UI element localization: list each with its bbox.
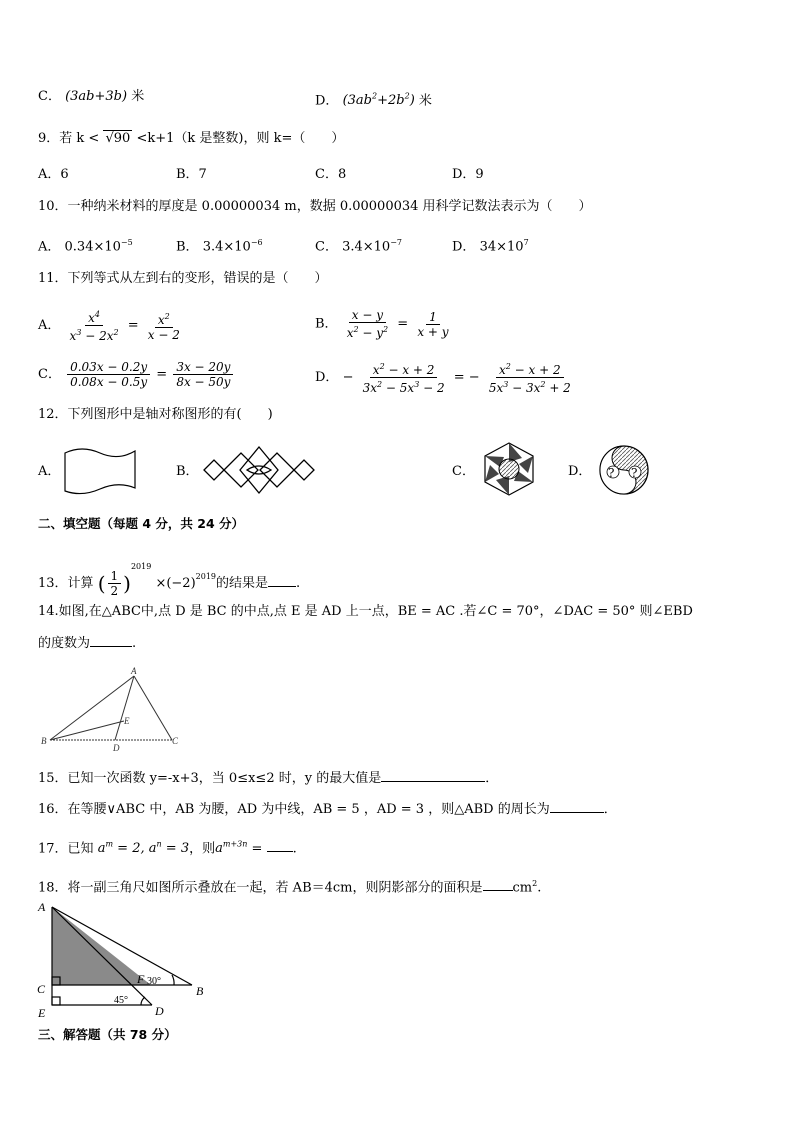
q9-option-c: C．8 bbox=[315, 167, 347, 182]
q18-label-b: B bbox=[196, 984, 204, 998]
q18-triangle-rulers-figure bbox=[34, 895, 224, 1025]
q14-label-c: C bbox=[172, 736, 179, 746]
q11-stem: 11．下列等式从左到右的变形，错误的是（ ） bbox=[38, 271, 328, 286]
q12-label-a: A． bbox=[38, 464, 61, 479]
q8-c-expression: (3ab+3b) bbox=[65, 89, 128, 104]
q14-label-d: D bbox=[113, 743, 120, 753]
q8-option-d: D． $(3ab^2+2b^2)$ 米 bbox=[315, 92, 432, 109]
q18-label-f: F bbox=[137, 972, 145, 986]
q11-option-b: B． $\frac{x - y}{x^2 - y^2}$ = $\frac{1}{x + y}$ bbox=[315, 308, 449, 340]
q9-stem: 9．若 k < √90 <k+1（k 是整数)，则 k=（ ） bbox=[38, 131, 345, 146]
q14-triangle-figure bbox=[38, 664, 188, 754]
q14-label-e: E bbox=[124, 716, 130, 726]
q18-label-c: C bbox=[37, 982, 46, 996]
q12-d-question-left: ? bbox=[608, 466, 615, 480]
q8-option-c: C． (3ab+3b) 米 bbox=[38, 89, 145, 104]
q13-text: 13．计算 ( $\frac{1}{2}$ )$^{2019} \times(-2)^{2019}$的结果是 . bbox=[38, 562, 301, 598]
q14-label-a: A bbox=[131, 666, 137, 676]
q14-line1: 14.如图,在△ABC中,点 D 是 BC 的中点,点 E 是 AD 上一点，BE = AC .若∠C = 70°，∠DAC = 50° 则∠EBD bbox=[38, 604, 693, 619]
q18-label-d: D bbox=[155, 1004, 164, 1018]
section-2-title: 二、填空题（每题 4 分，共 24 分） bbox=[38, 516, 245, 531]
q11-option-a: A． $\frac{x^4}{x^3 - 2x^2}$ = $\frac{x^2}{x - 2}$ bbox=[38, 310, 180, 343]
q10-option-b: B． $3.4\times 10^{-6}$ bbox=[176, 238, 263, 255]
q17-text: 17．已知 $a^m = 2$, $a^n = 3$，则$a^{m+3n}$ = . bbox=[38, 840, 297, 857]
q9-option-a: A．6 bbox=[38, 167, 69, 182]
q14-line2: 的度数为 . bbox=[38, 636, 137, 651]
q18-text: 18．将一副三角尺如图所示叠放在一起，若 AB＝4cm，则阴影部分的面积是 $cm^2$. bbox=[38, 879, 542, 896]
q15-text: 15．已知一次函数 y=-x+3，当 0≤x≤2 时，y 的最大值是 ． bbox=[38, 771, 499, 786]
q10-option-a: A． $0.34\times 10^{-5}$ bbox=[38, 238, 133, 255]
q18-angle-30: 30° bbox=[147, 976, 161, 987]
q18-label-e: E bbox=[38, 1006, 46, 1020]
q18-angle-45: 45° bbox=[114, 995, 128, 1006]
q12-figure-c-hexagon-pinwheel bbox=[478, 440, 540, 498]
q12-label-b: B． bbox=[176, 464, 199, 479]
section-3-title: 三、解答题（共 78 分） bbox=[38, 1027, 177, 1042]
q11-option-d: D． − $\frac{x^2 - x + 2}{3x^2 - 5x^3 - 2}$ = − $\frac{x^2 - x + 2}{5x^3 - 3x^2 + 2}$ bbox=[315, 362, 571, 395]
q10-option-d: D． $34\times 10^7$ bbox=[452, 238, 529, 255]
q12-d-question-right: ? bbox=[631, 466, 638, 480]
q11-option-c: C． $\frac{0.03x - 0.2y}{0.08x - 0.5y}$ = $\frac{3x - 20y}{8x - 50y}$ bbox=[38, 360, 235, 389]
q9-option-d: D．9 bbox=[452, 167, 484, 182]
q12-figure-a-curved-banner bbox=[60, 443, 140, 499]
q9-option-b: B．7 bbox=[176, 167, 207, 182]
q18-label-a: A bbox=[38, 900, 46, 914]
q14-label-b: B bbox=[41, 736, 47, 746]
q12-figure-b-diamond-chain bbox=[200, 442, 318, 498]
q12-label-d: D． bbox=[568, 464, 592, 479]
q12-label-c: C． bbox=[452, 464, 475, 479]
q16-text: 16．在等腰∨ABC 中，AB 为腰，AD 为中线，AB = 5 ，AD = 3 ，则△ABD 的周长为 ． bbox=[38, 802, 617, 817]
q12-figure-d-yinyang-circle bbox=[594, 442, 656, 498]
q10-stem: 10．一种纳米材料的厚度是 0.00000034 m，数据 0.00000034 用科学记数法表示为（ ） bbox=[38, 199, 592, 214]
q12-stem: 12．下列图形中是轴对称图形的有( ) bbox=[38, 407, 273, 422]
q10-option-c: C． $3.4\times 10^{-7}$ bbox=[315, 238, 402, 255]
